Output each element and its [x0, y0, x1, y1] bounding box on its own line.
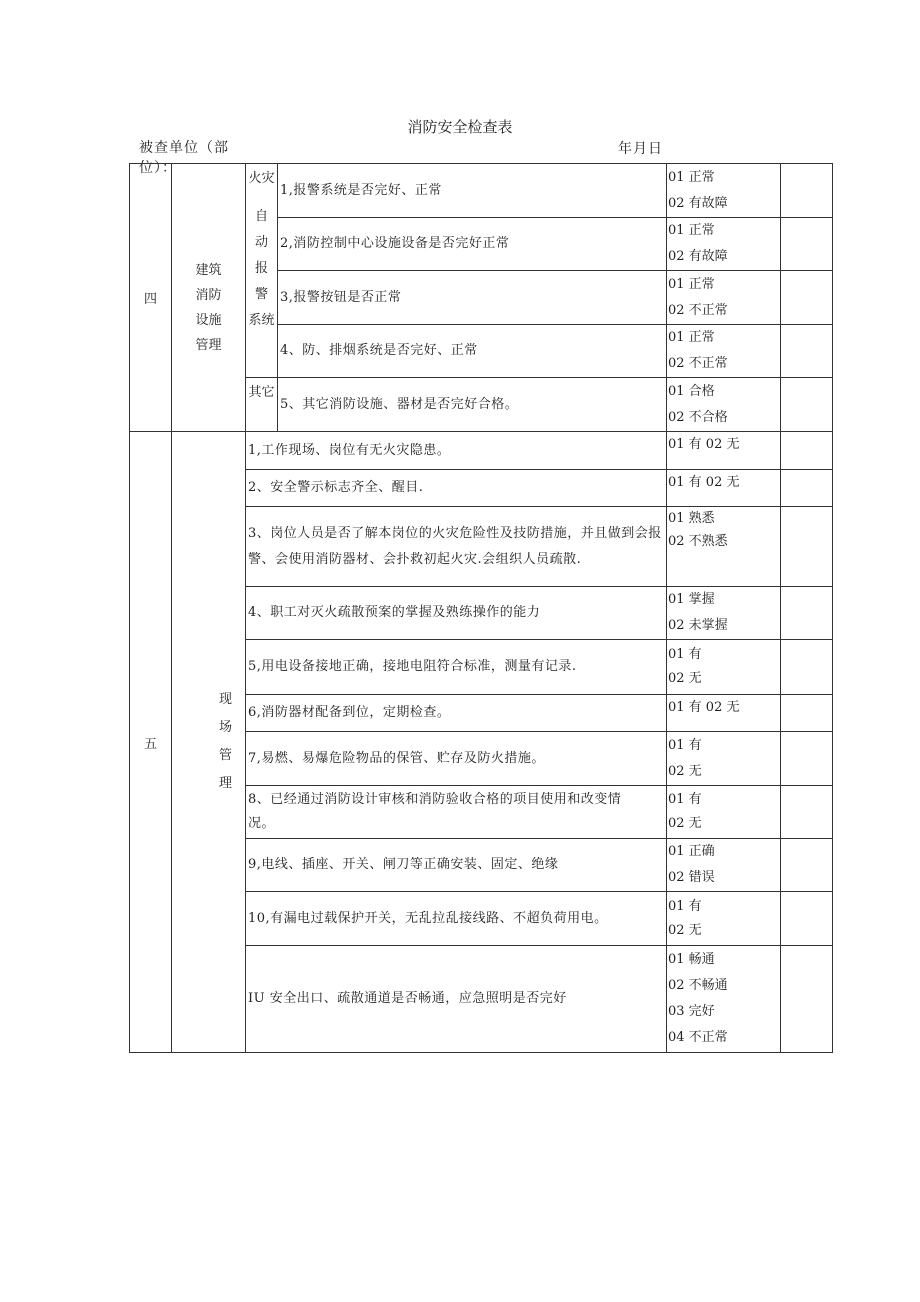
subgroup-label — [246, 378, 278, 432]
category-line: 管理 — [195, 337, 222, 353]
subgroup-line: 警 — [254, 287, 268, 302]
item-text: 2,消防控制中心设施设备是否完好正常 — [278, 218, 667, 271]
result-cell[interactable] — [781, 164, 833, 218]
result-cell[interactable] — [781, 325, 833, 378]
item-text: 4、职工对灭火疏散预案的掌握及熟练操作的能力 — [246, 587, 667, 640]
option-line: 02 有故障 — [668, 249, 728, 264]
inspection-table — [129, 163, 833, 1053]
subgroup-line: 动 — [254, 235, 268, 250]
subgroup-line: 自 — [254, 209, 268, 224]
option-line: 02 有故障 — [668, 195, 728, 211]
page-title: 消防安全检查表 — [407, 118, 513, 136]
option-line: 04 不正常 — [668, 1030, 728, 1045]
option-line: 03 完好 — [668, 1004, 715, 1019]
subgroup-line: 报 — [254, 261, 268, 276]
item-text: 10,有漏电过载保护开关，无乱拉乱接线路、不超负荷用电。 — [246, 892, 667, 946]
item-text: 8、已经通过消防设计审核和消防验收合格的项目使用和改变情况。 — [246, 786, 667, 839]
category-line: 管 — [218, 748, 232, 763]
option-line: 01 有 — [668, 737, 702, 753]
option-line: 01 合格 — [668, 383, 715, 399]
option-line: 02 不畅通 — [668, 978, 728, 993]
option-line: 01 正常 — [668, 330, 715, 345]
item-options — [667, 470, 781, 507]
item-text: 7,易燃、易爆危险物品的保管、贮存及防火措施。 — [246, 732, 667, 786]
option-line: 02 不正常 — [668, 302, 728, 318]
result-cell[interactable] — [781, 378, 833, 432]
item-text: 6,消防器材配备到位，定期检查。 — [246, 695, 667, 732]
option-line: 02 未掌握 — [668, 618, 728, 633]
category-line: 现 — [218, 692, 232, 707]
option-line: 02 错误 — [668, 870, 715, 885]
category-line: 理 — [218, 776, 232, 791]
subgroup-line: 其它 — [248, 385, 275, 400]
category-line: 设施 — [195, 312, 222, 328]
category-line: 场 — [218, 720, 232, 735]
option-line: 01 有 02 无 — [668, 437, 740, 452]
option-line: 02 不熟悉 — [668, 534, 728, 549]
category-line: 消防 — [195, 287, 222, 303]
option-line: 02 无 — [668, 763, 702, 779]
item-text: 2、安全警示标志齐全、醒目. — [246, 470, 667, 507]
result-cell[interactable] — [781, 218, 833, 271]
item-text: 3、岗位人员是否了解本岗位的火灾危险性及技防措施，并且做到会报警、会使用消防器材、会扑救初起火灾.会组织人员疏散. — [246, 507, 667, 587]
option-line: 01 畅通 — [668, 952, 715, 967]
table-row — [130, 164, 833, 218]
subgroup-line: 火灾 — [248, 171, 275, 186]
result-cell[interactable] — [781, 839, 833, 892]
option-line: 02 不正常 — [668, 356, 728, 371]
option-line: 01 正常 — [668, 276, 715, 292]
item-text: 5、其它消防设施、器材是否完好合格。 — [278, 378, 667, 432]
option-line: 01 有 — [668, 792, 702, 807]
option-line: 02 无 — [668, 922, 702, 938]
result-cell[interactable] — [781, 695, 833, 732]
option-line: 02 无 — [668, 671, 702, 686]
item-options — [667, 839, 781, 892]
item-text: 9,电线、插座、开关、闸刀等正确安装、固定、绝缘 — [246, 839, 667, 892]
result-cell[interactable] — [781, 507, 833, 587]
inspected-unit-label: 被查单位（部位）： — [139, 140, 229, 176]
section-category — [172, 432, 246, 1053]
item-options — [667, 507, 781, 587]
result-cell[interactable] — [781, 470, 833, 507]
item-options — [667, 892, 781, 946]
result-cell[interactable] — [781, 786, 833, 839]
option-line: 01 正确 — [668, 844, 715, 859]
option-line: 01 有 — [668, 898, 702, 914]
option-line: 02 无 — [668, 816, 702, 831]
item-options — [667, 378, 781, 432]
item-text: 1,工作现场、岗位有无火灾隐患。 — [246, 432, 667, 470]
result-cell[interactable] — [781, 271, 833, 325]
result-cell[interactable] — [781, 946, 833, 1053]
item-text: 5,用电设备接地正确，接地电阻符合标准，测量有记录. — [246, 640, 667, 695]
option-line: 01 正常 — [668, 223, 715, 238]
result-cell[interactable] — [781, 432, 833, 470]
item-text: IU 安全出口、疏散通道是否畅通，应急照明是否完好 — [246, 946, 667, 1053]
result-cell[interactable] — [781, 732, 833, 786]
option-line: 01 有 02 无 — [668, 475, 740, 490]
item-options — [667, 271, 781, 325]
item-options — [667, 732, 781, 786]
result-cell[interactable] — [781, 587, 833, 640]
option-line: 02 不合格 — [668, 409, 728, 425]
result-cell[interactable] — [781, 892, 833, 946]
item-options — [667, 695, 781, 732]
item-options — [667, 587, 781, 640]
subgroup-line: 系统 — [248, 313, 275, 328]
section-number: 五 — [130, 432, 172, 1053]
item-text: 3,报警按钮是否正常 — [278, 271, 667, 325]
item-options — [667, 218, 781, 271]
section-number: 四 — [130, 164, 172, 432]
subgroup-label — [246, 164, 278, 378]
option-line: 01 有 02 无 — [668, 700, 740, 715]
category-line: 建筑 — [195, 262, 222, 278]
date-label: 年月日 — [618, 141, 663, 157]
option-line: 01 有 — [668, 647, 702, 662]
item-text: 4、防、排烟系统是否完好、正常 — [278, 325, 667, 378]
item-options — [667, 946, 781, 1053]
section-category — [172, 164, 246, 432]
item-options — [667, 325, 781, 378]
item-options — [667, 432, 781, 470]
item-options — [667, 786, 781, 839]
item-text: 1,报警系统是否完好、正常 — [278, 164, 667, 218]
result-cell[interactable] — [781, 640, 833, 695]
table-row — [130, 432, 833, 470]
option-line: 01 正常 — [668, 169, 715, 185]
item-options — [667, 640, 781, 695]
item-options — [667, 164, 781, 218]
option-line: 01 熟悉 — [668, 511, 715, 526]
option-line: 01 掌握 — [668, 592, 715, 607]
